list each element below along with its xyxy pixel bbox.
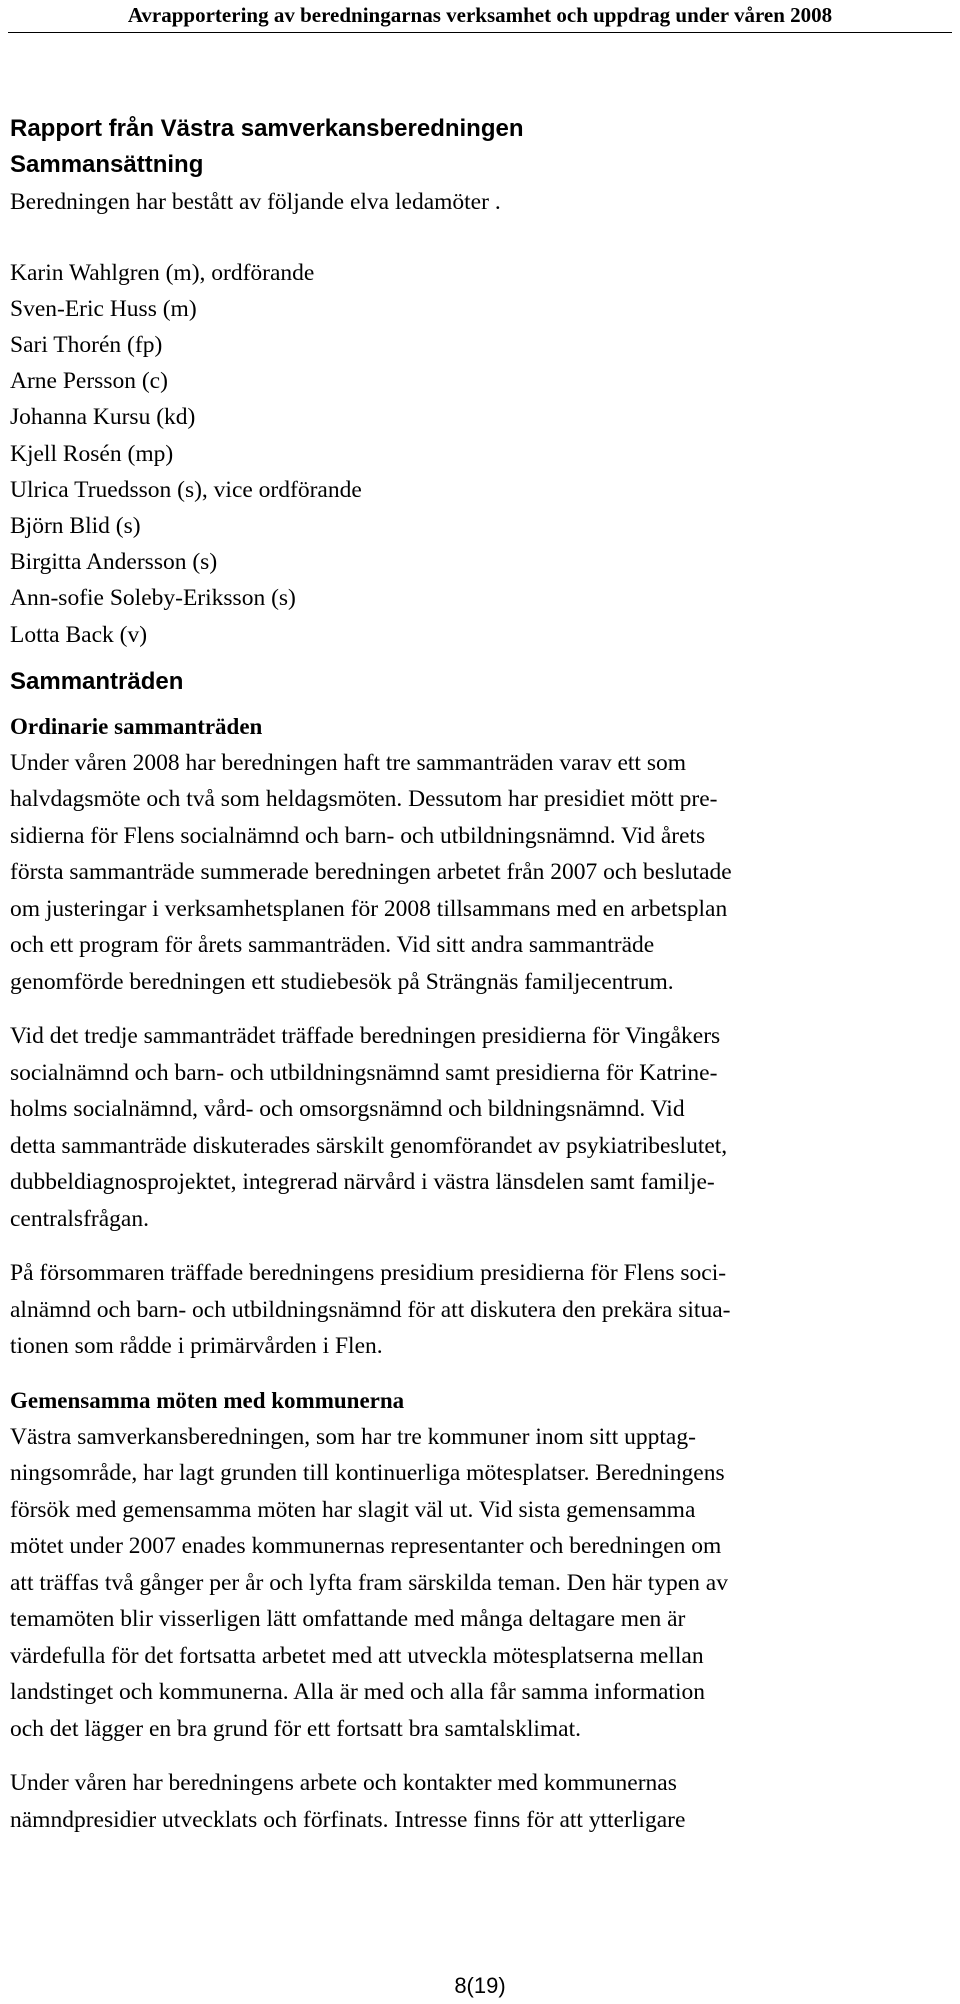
ordinary-paragraph-2 <box>10 1018 950 1237</box>
member-item: Sven-Eric Huss (m) <box>10 295 197 322</box>
joint-paragraph-2 <box>10 1765 950 1838</box>
member-item: Lotta Back (v) <box>10 621 148 648</box>
composition-intro: Beredningen har bestått av följande elva ledamöter . <box>10 189 501 215</box>
page-number: 8(19) <box>454 1973 506 1998</box>
report-title: Rapport från Västra samverkansberedningen <box>10 115 524 142</box>
member-item: Karin Wahlgren (m), ordförande <box>10 259 315 286</box>
member-item: Johanna Kursu (kd) <box>10 404 196 431</box>
member-item: Ann-sofie Soleby-Eriksson (s) <box>10 585 296 612</box>
text-line: centralsfrågan. <box>10 1205 149 1232</box>
member-item: Arne Persson (c) <box>10 368 168 395</box>
member-item: Ulrica Truedsson (s), vice ordförande <box>10 476 362 503</box>
joint-meetings-heading: Gemensamma möten med kommunerna <box>10 1387 405 1413</box>
text-line: ningsområde, har lagt grunden till kontinuerliga mötesplatser. Beredningens <box>10 1460 725 1487</box>
text-line: Under våren har beredningens arbete och kontakter med kommunernas <box>10 1770 677 1797</box>
text-line: Under våren 2008 har beredningen haft tre sammanträden varav ett som <box>10 749 687 776</box>
text-line: och det lägger en bra grund för ett fortsatt bra samtalsklimat. <box>10 1715 581 1742</box>
text-line: Vid det tredje sammanträdet träffade beredningen presidierna för Vingåkers <box>10 1023 721 1050</box>
text-line: temamöten blir visserligen lätt omfattande med många deltagare men är <box>10 1606 686 1633</box>
text-line: alnämnd och barn- och utbildningsnämnd för att diskutera den prekära situa- <box>10 1296 731 1323</box>
member-item: Björn Blid (s) <box>10 512 141 539</box>
member-item: Kjell Rosén (mp) <box>10 440 174 467</box>
text-line: detta sammanträde diskuterades särskilt genomförandet av psykiatribeslutet, <box>10 1132 728 1159</box>
member-item: Birgitta Andersson (s) <box>10 549 218 576</box>
member-list <box>10 255 950 653</box>
report-body <box>10 112 950 1838</box>
running-header-title: Avrapportering av beredningarnas verksamhet och uppdrag under våren 2008 <box>127 3 833 27</box>
ordinary-paragraph-1 <box>10 745 950 1001</box>
ordinary-meetings-heading: Ordinarie sammanträden <box>10 713 263 739</box>
text-line: och ett program för årets sammanträden. Vid sitt andra sammanträde <box>10 932 655 959</box>
text-line: om justeringar i verksamhetsplanen för 2008 tillsammans med en arbetsplan <box>10 895 728 922</box>
text-line: första sammanträde summerade beredningen arbetet från 2007 och beslutade <box>10 859 732 886</box>
ordinary-paragraph-3 <box>10 1255 950 1365</box>
text-line: sidierna för Flens socialnämnd och barn- och utbildningsnämnd. Vid årets <box>10 822 706 849</box>
running-header <box>0 0 960 56</box>
member-item: Sari Thorén (fp) <box>10 331 163 358</box>
text-line: landstinget och kommunerna. Alla är med och alla får samma information <box>10 1679 705 1706</box>
composition-heading: Sammansättning <box>10 151 204 178</box>
text-line: genomförde beredningen ett studiebesök på Strängnäs familjecentrum. <box>10 968 674 995</box>
header-rule <box>8 32 952 33</box>
text-line: värdefulla för det fortsatta arbetet med att utveckla mötesplatserna mellan <box>10 1642 704 1669</box>
text-line: att träffas två gånger per år och lyfta fram särskilda teman. Den här typen av <box>10 1569 728 1596</box>
text-line: dubbeldiagnosprojektet, integrerad närvård i västra länsdelen samt familje- <box>10 1169 715 1196</box>
text-line: försök med gemensamma möten har slagit väl ut. Vid sista gemensamma <box>10 1496 696 1523</box>
text-line: holms socialnämnd, vård- och omsorgsnämnd och bildningsnämnd. Vid <box>10 1096 685 1123</box>
text-line: nämndpresidier utvecklats och förfinats. Intresse finns för att ytterligare <box>10 1806 686 1833</box>
text-line: På försommaren träffade beredningens presidium presidierna för Flens soci- <box>10 1260 727 1287</box>
meetings-heading: Sammanträden <box>10 667 184 695</box>
text-line: socialnämnd och barn- och utbildningsnämnd samt presidierna för Katrine- <box>10 1059 718 1086</box>
text-line: tionen som rådde i primärvården i Flen. <box>10 1333 383 1360</box>
text-line: Västra samverkansberedningen, som har tre kommuner inom sitt upptag- <box>10 1423 696 1450</box>
joint-paragraph-1 <box>10 1419 950 1748</box>
text-line: mötet under 2007 enades kommunernas representanter och beredningen om <box>10 1533 722 1560</box>
text-line: halvdagsmöte och två som heldagsmöten. Dessutom har presidiet mött pre- <box>10 786 718 813</box>
